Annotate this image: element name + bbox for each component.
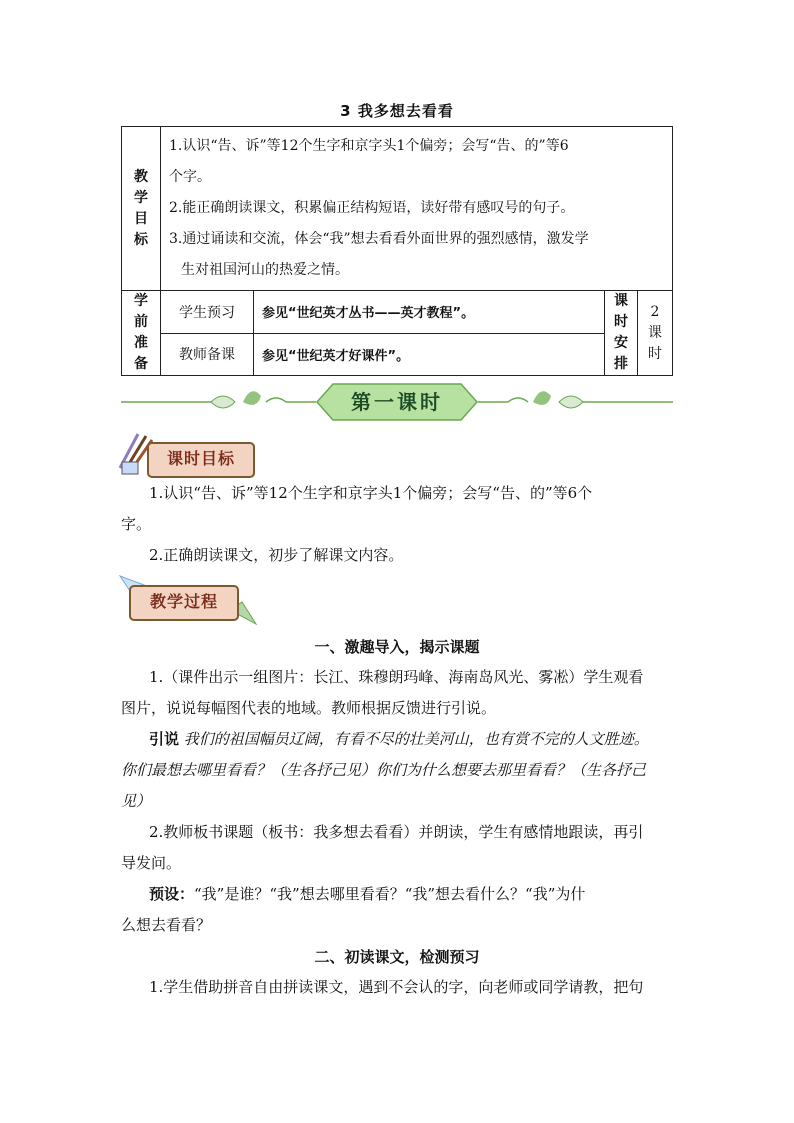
yushe-label: 预设： (149, 885, 195, 903)
lesson-plan-table (121, 126, 673, 376)
paragraph-line: 你们最想去哪里看看？（生各抒己见）你们为什么想要去那里看看？（生各抒己 (121, 761, 647, 779)
lesson-goal-line: 1.认识“告、诉”等12个生字和京字头1个偏旁；会写“告、的”等6个 (149, 484, 593, 502)
section-2-title: 二、初读课文，检测预习 (314, 948, 480, 966)
paragraph-line: 导发问。 (121, 854, 182, 872)
paragraph-line: 么想去看看？ (121, 916, 212, 934)
lesson-goal-tag: 课时目标 (147, 442, 255, 478)
section-1-title: 一、激趣导入，揭示课题 (314, 638, 480, 656)
goal-line: 2.能正确朗读课文，积累偏正结构短语，读好带有感叹号的句子。 (169, 200, 575, 216)
paragraph-line: 2.教师板书课题（板书：我多想去看看）并朗读，学生有感情地跟读，再引 (149, 823, 644, 841)
goals-cell (161, 127, 673, 291)
paragraph-line: 引说 我们的祖国幅员辽阔，有看不尽的壮美河山，也有赏不完的人文胜迹。 (149, 730, 649, 748)
banner-title: 第一课时 (351, 390, 443, 414)
yinshuo-label: 引说 (149, 730, 180, 748)
paragraph-line: 见） (121, 792, 152, 810)
student-prep-value: 参见“世纪英才丛书——英才教程”。 (254, 291, 605, 334)
lesson-goal-line: 2.正确朗读课文，初步了解课文内容。 (149, 546, 404, 564)
prep-header: 学前准备 (122, 291, 161, 376)
process-tag: 教学过程 (129, 585, 239, 621)
section-2-body (121, 972, 677, 1003)
paragraph-line: 图片，说说每幅图代表的地域。教师根据反馈进行引说。 (121, 699, 497, 717)
goal-line: 个字。 (169, 169, 211, 185)
goals-header: 教学目标 (122, 127, 161, 291)
page-title: 3 我多想去看看 (340, 102, 454, 120)
schedule-header: 课时安排 (605, 291, 638, 376)
schedule-value: 2课时 (638, 291, 673, 376)
teacher-prep-value: 参见“世纪英才好课件”。 (254, 333, 605, 376)
paragraph-line: 1.学生借助拼音自由拼读课文，遇到不会认的字，向老师或同学请教，把句 (149, 978, 644, 996)
student-prep-label: 学生预习 (161, 291, 254, 334)
paragraph-line: 1.（课件出示一组图片：长江、珠穆朗玛峰、海南岛风光、雾凇）学生观看 (149, 668, 644, 686)
goal-line: 生对祖国河山的热爱之情。 (181, 262, 349, 278)
lesson-goals (121, 478, 677, 571)
teacher-prep-label: 教师备课 (161, 333, 254, 376)
lesson-banner (121, 380, 673, 424)
section-1-body (121, 662, 677, 941)
lesson-goal-line: 字。 (121, 515, 152, 533)
paragraph-line: 预设：“我”是谁？“我”想去哪里看看？“我”想去看什么？“我”为什 (149, 885, 586, 903)
goal-line: 1.认识“告、诉”等12个生字和京字头1个偏旁；会写“告、的”等6 (169, 138, 569, 154)
goal-line: 3.通过诵读和交流，体会“我”想去看看外面世界的强烈感情，激发学 (169, 231, 589, 247)
